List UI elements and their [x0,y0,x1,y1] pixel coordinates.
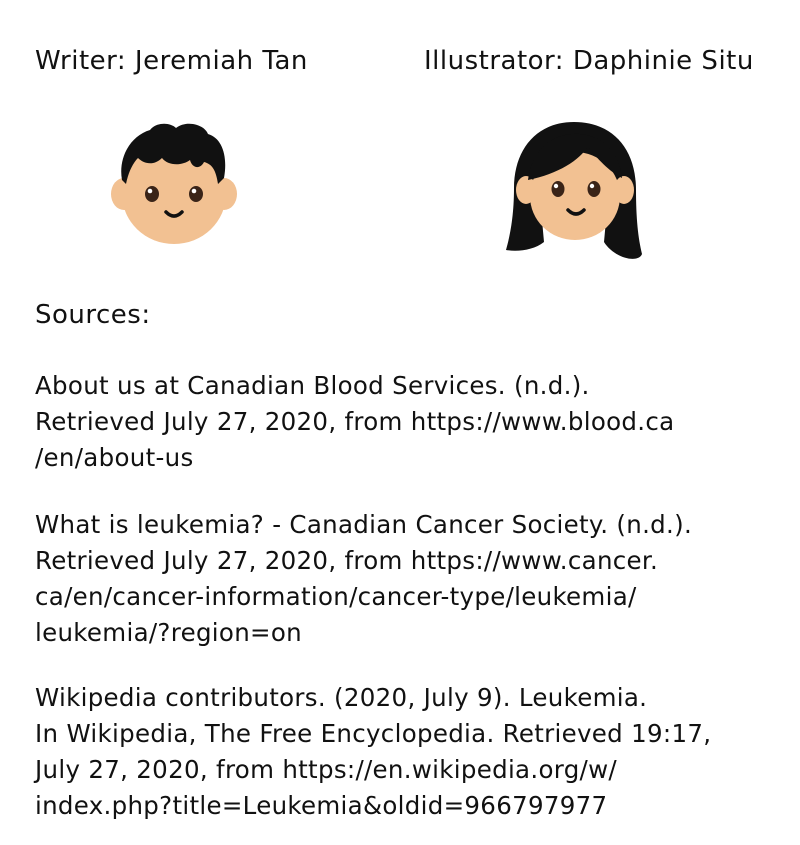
reference-line: July 27, 2020, from https://en.wikipedia.org/w/ [35,755,617,784]
writer-credit: Writer: Jeremiah Tan [35,46,308,76]
reference-line: leukemia/?region=on [35,618,302,647]
reference-line: In Wikipedia, The Free Encyclopedia. Retrieved 19:17, [35,719,712,748]
reference-line: Retrieved July 27, 2020, from https://www.blood.ca [35,407,675,436]
reference-canadian-cancer-society [35,507,785,651]
reference-wikipedia [35,680,785,824]
writer-avatar [104,118,244,248]
illustrator-avatar [500,118,648,266]
reference-canadian-blood-services [35,368,785,476]
reference-line: /en/about-us [35,443,194,472]
reference-line: ca/en/cancer-information/cancer-type/leukemia/ [35,582,637,611]
reference-line: Wikipedia contributors. (2020, July 9). Leukemia. [35,683,648,712]
reference-line: About us at Canadian Blood Services. (n.d.). [35,371,590,400]
reference-line: What is leukemia? - Canadian Cancer Society. (n.d.). [35,510,693,539]
reference-line: Retrieved July 27, 2020, from https://www.cancer. [35,546,659,575]
sources-heading: Sources: [35,300,151,330]
reference-line: index.php?title=Leukemia&oldid=966797977 [35,791,608,820]
illustrator-credit: Illustrator: Daphinie Situ [424,46,754,76]
